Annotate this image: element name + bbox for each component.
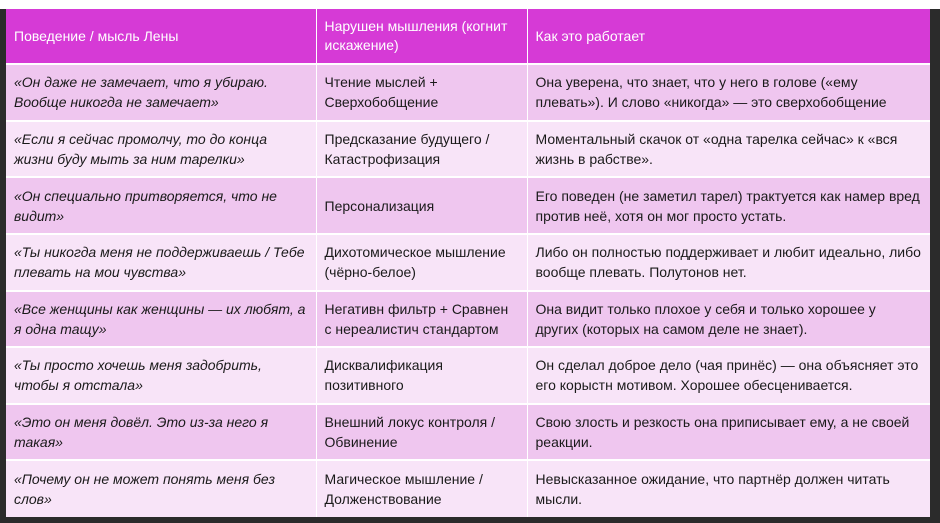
cell-behavior: «Ты никогда меня не поддерживаешь / Тебе плевать на мои чувства» xyxy=(6,234,316,291)
header-row xyxy=(6,9,930,64)
table-row xyxy=(6,234,930,291)
table-row xyxy=(6,64,930,121)
header-distortion: Нарушен мышления (когнит искажение) xyxy=(316,9,527,64)
cell-behavior: «Почему он не может понять меня без слов» xyxy=(6,460,316,517)
table-row xyxy=(6,177,930,234)
cell-explanation: Она видит только плохое у себя и только хорошее у других (которых на самом деле не знает). xyxy=(527,291,930,348)
header-behavior: Поведение / мысль Лены xyxy=(6,9,316,64)
cell-behavior: «Ты просто хочешь меня задобрить, чтобы я отстала» xyxy=(6,347,316,404)
cell-behavior: «Он даже не замечает, что я убираю. Вообще никогда не замечает» xyxy=(6,64,316,121)
table-row xyxy=(6,291,930,348)
cell-distortion: Дихотомическое мышление (чёрно-белое) xyxy=(316,234,527,291)
cell-explanation: Невысказанное ожидание, что партнёр должен читать мысли. xyxy=(527,460,930,517)
cell-explanation: Свою злость и резкость она приписывает ему, а не своей реакции. xyxy=(527,404,930,461)
cell-explanation: Его поведен (не заметил тарел) трактуется как намер вред против неё, хотя он мог просто устать. xyxy=(527,177,930,234)
cell-explanation: Либо он полностью поддерживает и любит идеально, либо вообще плевать. Полутонов нет. xyxy=(527,234,930,291)
cell-behavior: «Если я сейчас промолчу, то до конца жизни буду мыть за ним тарелки» xyxy=(6,121,316,178)
top-strip xyxy=(0,0,940,9)
cell-behavior: «Он специально притворяется, что не видит» xyxy=(6,177,316,234)
cell-explanation: Он сделал доброе дело (чая принёс) — она объясняет это его корыстн мотивом. Хорошее обесценивается. xyxy=(527,347,930,404)
header-explanation: Как это работает xyxy=(527,9,930,64)
table-row xyxy=(6,347,930,404)
table-row xyxy=(6,121,930,178)
cell-distortion: Персонализация xyxy=(316,177,527,234)
cell-explanation: Она уверена, что знает, что у него в голове («ему плевать»). И слово «никогда» — это сверхобобщение xyxy=(527,64,930,121)
cell-explanation: Моментальный скачок от «одна тарелка сейчас» к «вся жизнь в рабстве». xyxy=(527,121,930,178)
cell-distortion: Негативн фильтр + Сравнен с нереалистич стандартом xyxy=(316,291,527,348)
table-row xyxy=(6,460,930,517)
cognitive-distortions-table xyxy=(6,9,930,517)
cell-distortion: Внешний локус контроля / Обвинение xyxy=(316,404,527,461)
table-row xyxy=(6,404,930,461)
cell-distortion: Чтение мыслей + Сверхобобщение xyxy=(316,64,527,121)
cell-distortion: Дисквалификация позитивного xyxy=(316,347,527,404)
cell-behavior: «Это он меня довёл. Это из-за него я такая» xyxy=(6,404,316,461)
table-container xyxy=(6,9,930,517)
cell-distortion: Предсказание будущего / Катастрофизация xyxy=(316,121,527,178)
cell-distortion: Магическое мышление / Долженствование xyxy=(316,460,527,517)
cell-behavior: «Все женщины как женщины — их любят, а я одна тащу» xyxy=(6,291,316,348)
